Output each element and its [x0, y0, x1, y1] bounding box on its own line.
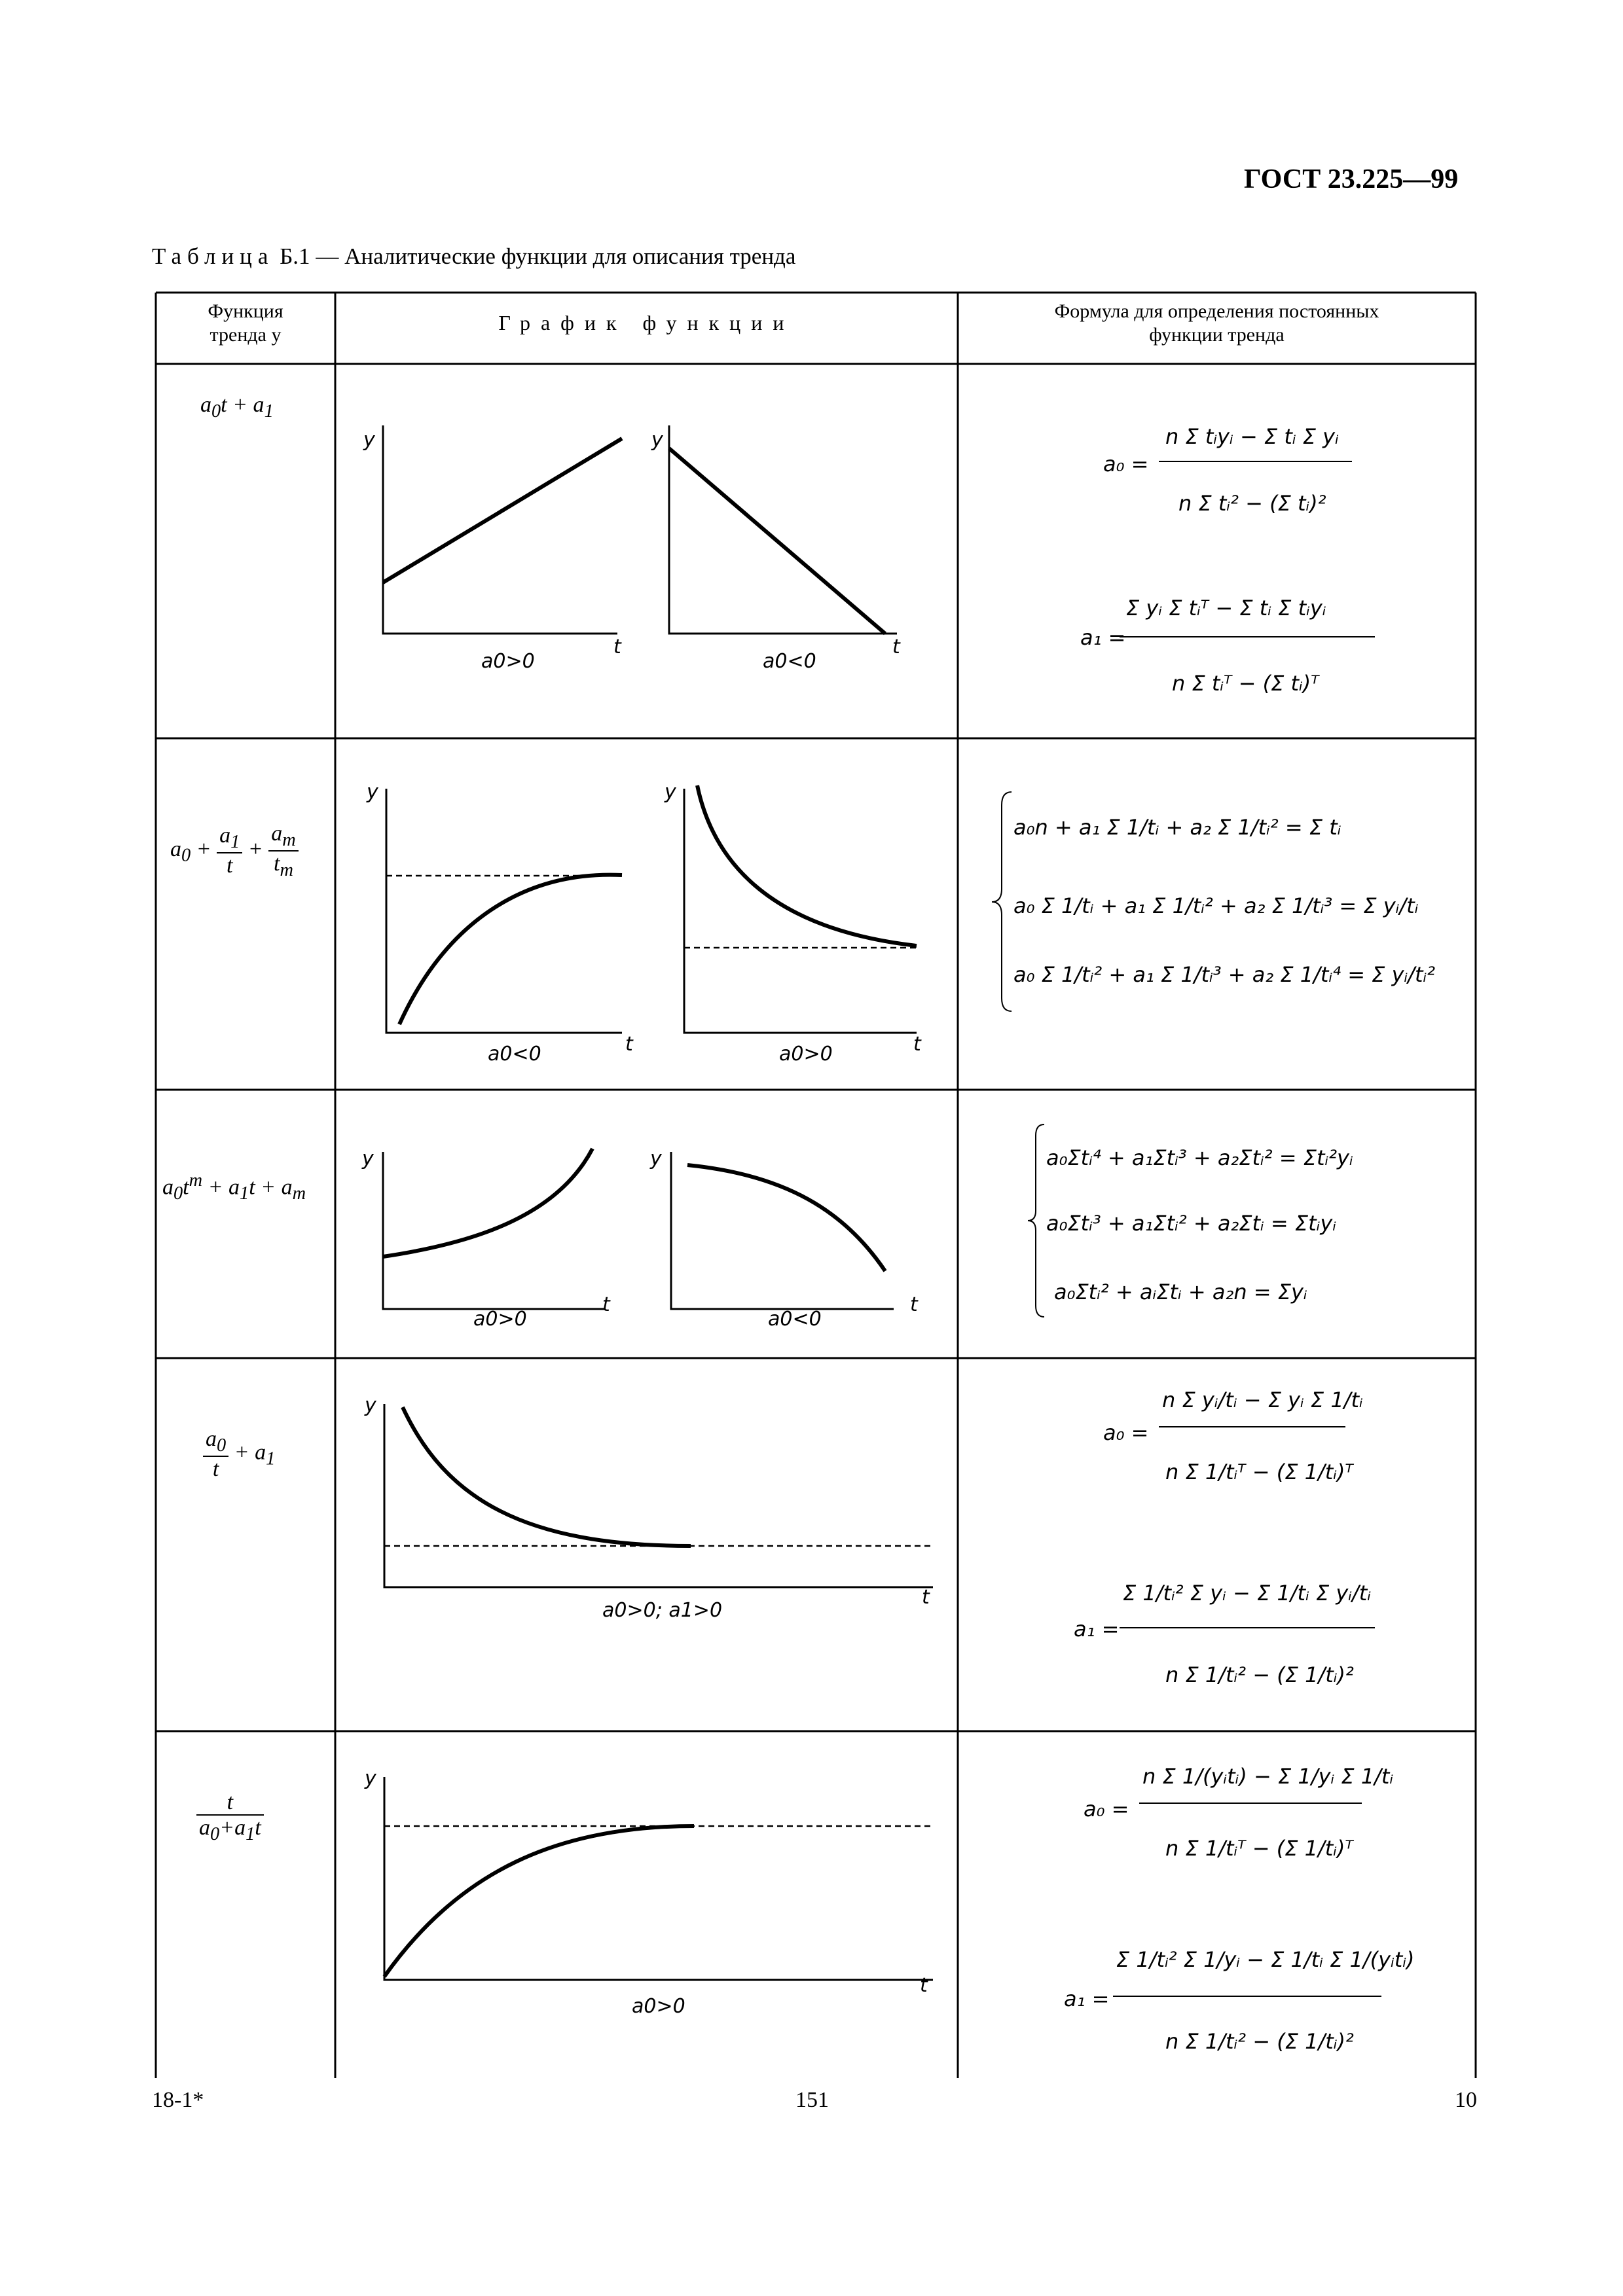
svg-text:a₁ =: a₁ = [1064, 1986, 1110, 2011]
graph-linear-decreasing [669, 425, 897, 634]
graph-condition: a0>0 [632, 1995, 685, 2018]
function-hyperbolic: $a_0$ + $\frac{a_1}{t}$ + $\frac{a_т}{t_т}$ [170, 821, 299, 880]
t-axis-label: t [910, 1293, 918, 1316]
svg-text:a₀ Σ 1/tᵢ² + a₁ Σ 1/tᵢ³ + a₂ Σ: a₀ Σ 1/tᵢ² + a₁ Σ 1/tᵢ³ + a₂ Σ 1/tᵢ⁴ = Σ yᵢ/tᵢ² [1013, 962, 1436, 987]
t-axis-label: t [892, 636, 900, 658]
formula-group-1 [1080, 424, 1375, 696]
header-formula-line2: функции тренда [1149, 324, 1285, 346]
svg-text:n Σ 1/tᵢᵀ − (Σ 1/tᵢ)ᵀ: n Σ 1/tᵢᵀ − (Σ 1/tᵢ)ᵀ [1165, 1460, 1353, 1484]
svg-text:n Σ tᵢyᵢ − Σ tᵢ Σ yᵢ: n Σ tᵢyᵢ − Σ tᵢ Σ yᵢ [1165, 424, 1339, 449]
svg-text:n Σ 1/(yᵢtᵢ) − Σ 1/yᵢ Σ 1/tᵢ: n Σ 1/(yᵢtᵢ) − Σ 1/yᵢ Σ 1/tᵢ [1142, 1764, 1394, 1789]
header-formula [958, 300, 1476, 347]
y-axis-label: y [650, 1147, 662, 1170]
svg-text:a₁ =: a₁ = [1074, 1617, 1120, 1641]
formula-group-3 [1028, 1124, 1353, 1317]
formula-group-2 [992, 792, 1435, 1011]
graph-condition: a0>0 [473, 1308, 527, 1331]
graph-condition: a0<0 [488, 1043, 541, 1066]
header-function-line1: Функция [208, 300, 283, 322]
y-axis-label: y [365, 1767, 376, 1790]
footer-left: 18-1* [152, 2088, 204, 2112]
t-axis-label: t [602, 1293, 610, 1316]
function-reciprocal: $\frac{a_0}{t}$ + $a_1$ [203, 1427, 275, 1481]
svg-text:n Σ 1/tᵢ² − (Σ 1/tᵢ)²: n Σ 1/tᵢ² − (Σ 1/tᵢ)² [1165, 2029, 1354, 2054]
graph-hyperbola-increasing [386, 789, 622, 1033]
y-axis-label: y [367, 781, 378, 804]
svg-text:a₀ =: a₀ = [1103, 1420, 1149, 1445]
function-parabolic: $a_0t^т + a_1t + a_т$ [162, 1170, 306, 1204]
svg-text:Σ 1/tᵢ² Σ yᵢ − Σ 1/tᵢ Σ yᵢ/tᵢ: Σ 1/tᵢ² Σ yᵢ − Σ 1/tᵢ Σ yᵢ/tᵢ [1123, 1581, 1372, 1605]
header-graph: График функции [498, 311, 795, 334]
graph-condition: a0>0; a1>0 [602, 1599, 723, 1622]
y-axis-label: y [665, 781, 676, 804]
t-axis-label: t [920, 1974, 928, 1997]
svg-text:a₀ =: a₀ = [1084, 1797, 1129, 1821]
graph-reciprocal [384, 1404, 933, 1587]
t-axis-label: t [922, 1586, 930, 1609]
graph-hyperbola-decreasing [684, 785, 917, 1033]
svg-text:a₀Σtᵢ⁴ + a₁Σtᵢ³ + a₂Σtᵢ² = Σtᵢ: a₀Σtᵢ⁴ + a₁Σtᵢ³ + a₂Σtᵢ² = Σtᵢ²yᵢ [1046, 1145, 1353, 1170]
svg-text:n Σ tᵢ² − (Σ tᵢ)²: n Σ tᵢ² − (Σ tᵢ)² [1178, 491, 1326, 516]
y-axis-label: y [651, 429, 663, 452]
svg-text:n Σ yᵢ/tᵢ − Σ yᵢ Σ 1/tᵢ: n Σ yᵢ/tᵢ − Σ yᵢ Σ 1/tᵢ [1162, 1388, 1363, 1412]
function-linear: $a_0t + a_1$ [200, 393, 274, 422]
svg-text:n Σ 1/tᵢ² − (Σ 1/tᵢ)²: n Σ 1/tᵢ² − (Σ 1/tᵢ)² [1165, 1662, 1354, 1687]
svg-text:n Σ 1/tᵢᵀ − (Σ 1/tᵢ)ᵀ: n Σ 1/tᵢᵀ − (Σ 1/tᵢ)ᵀ [1165, 1836, 1353, 1861]
svg-text:n Σ tᵢᵀ − (Σ tᵢ)ᵀ: n Σ tᵢᵀ − (Σ tᵢ)ᵀ [1172, 671, 1319, 696]
formula-group-5 [1064, 1764, 1415, 2054]
footer-right: 10 [1455, 2088, 1477, 2112]
standard-number: ГОСТ 23.225—99 [1244, 164, 1459, 194]
y-axis-label: y [362, 1147, 374, 1170]
graph-condition: a0>0 [779, 1043, 833, 1066]
function-saturation: $\frac{t}{a_0+a_1t}$ [196, 1790, 264, 1844]
table-grid [156, 293, 1476, 2078]
caption-text: — Аналитические функции для описания тренда [316, 243, 796, 269]
y-axis-label: y [363, 429, 375, 452]
header-function [156, 300, 335, 347]
t-axis-label: t [913, 1033, 921, 1056]
y-axis-label: y [365, 1394, 376, 1417]
graph-parabola-down [671, 1152, 894, 1309]
graph-condition: a0<0 [763, 650, 816, 673]
graph-condition: a0<0 [768, 1308, 822, 1331]
svg-text:a₀ =: a₀ = [1103, 452, 1149, 476]
svg-text:a₀Σtᵢ² + aᵢΣtᵢ + a₂n = Σyᵢ: a₀Σtᵢ² + aᵢΣtᵢ + a₂n = Σyᵢ [1054, 1280, 1307, 1304]
formula-group-4 [1074, 1388, 1375, 1687]
graph-saturation [384, 1777, 933, 1980]
svg-text:a₁ =: a₁ = [1080, 625, 1126, 650]
header-formula-line1: Формула для определения постоянных [1054, 300, 1379, 322]
header-function-line2: тренда у [210, 324, 282, 346]
caption-number: Б.1 [280, 243, 310, 269]
graph-parabola-up [383, 1149, 606, 1309]
caption-label: Таблица [152, 243, 274, 269]
graph-linear-increasing [383, 425, 622, 634]
svg-text:Σ yᵢ Σ tᵢᵀ − Σ tᵢ Σ tᵢyᵢ: Σ yᵢ Σ tᵢᵀ − Σ tᵢ Σ tᵢyᵢ [1126, 596, 1326, 620]
page-number: 151 [795, 2088, 829, 2112]
svg-text:a₀n + a₁ Σ 1/tᵢ + a₂ Σ 1/tᵢ² =: a₀n + a₁ Σ 1/tᵢ + a₂ Σ 1/tᵢ² = Σ tᵢ [1013, 815, 1341, 840]
t-axis-label: t [613, 636, 621, 658]
svg-text:Σ 1/tᵢ² Σ 1/yᵢ − Σ 1/tᵢ Σ 1/(y: Σ 1/tᵢ² Σ 1/yᵢ − Σ 1/tᵢ Σ 1/(yᵢtᵢ) [1116, 1947, 1415, 1972]
t-axis-label: t [625, 1033, 633, 1056]
graph-condition: a0>0 [481, 650, 535, 673]
svg-text:a₀Σtᵢ³ + a₁Σtᵢ² + a₂Σtᵢ = Σtᵢy: a₀Σtᵢ³ + a₁Σtᵢ² + a₂Σtᵢ = Σtᵢyᵢ [1046, 1211, 1337, 1236]
svg-text:a₀ Σ 1/tᵢ + a₁ Σ 1/tᵢ² + a₂ Σ: a₀ Σ 1/tᵢ + a₁ Σ 1/tᵢ² + a₂ Σ 1/tᵢ³ = Σ yᵢ/tᵢ [1013, 893, 1419, 918]
